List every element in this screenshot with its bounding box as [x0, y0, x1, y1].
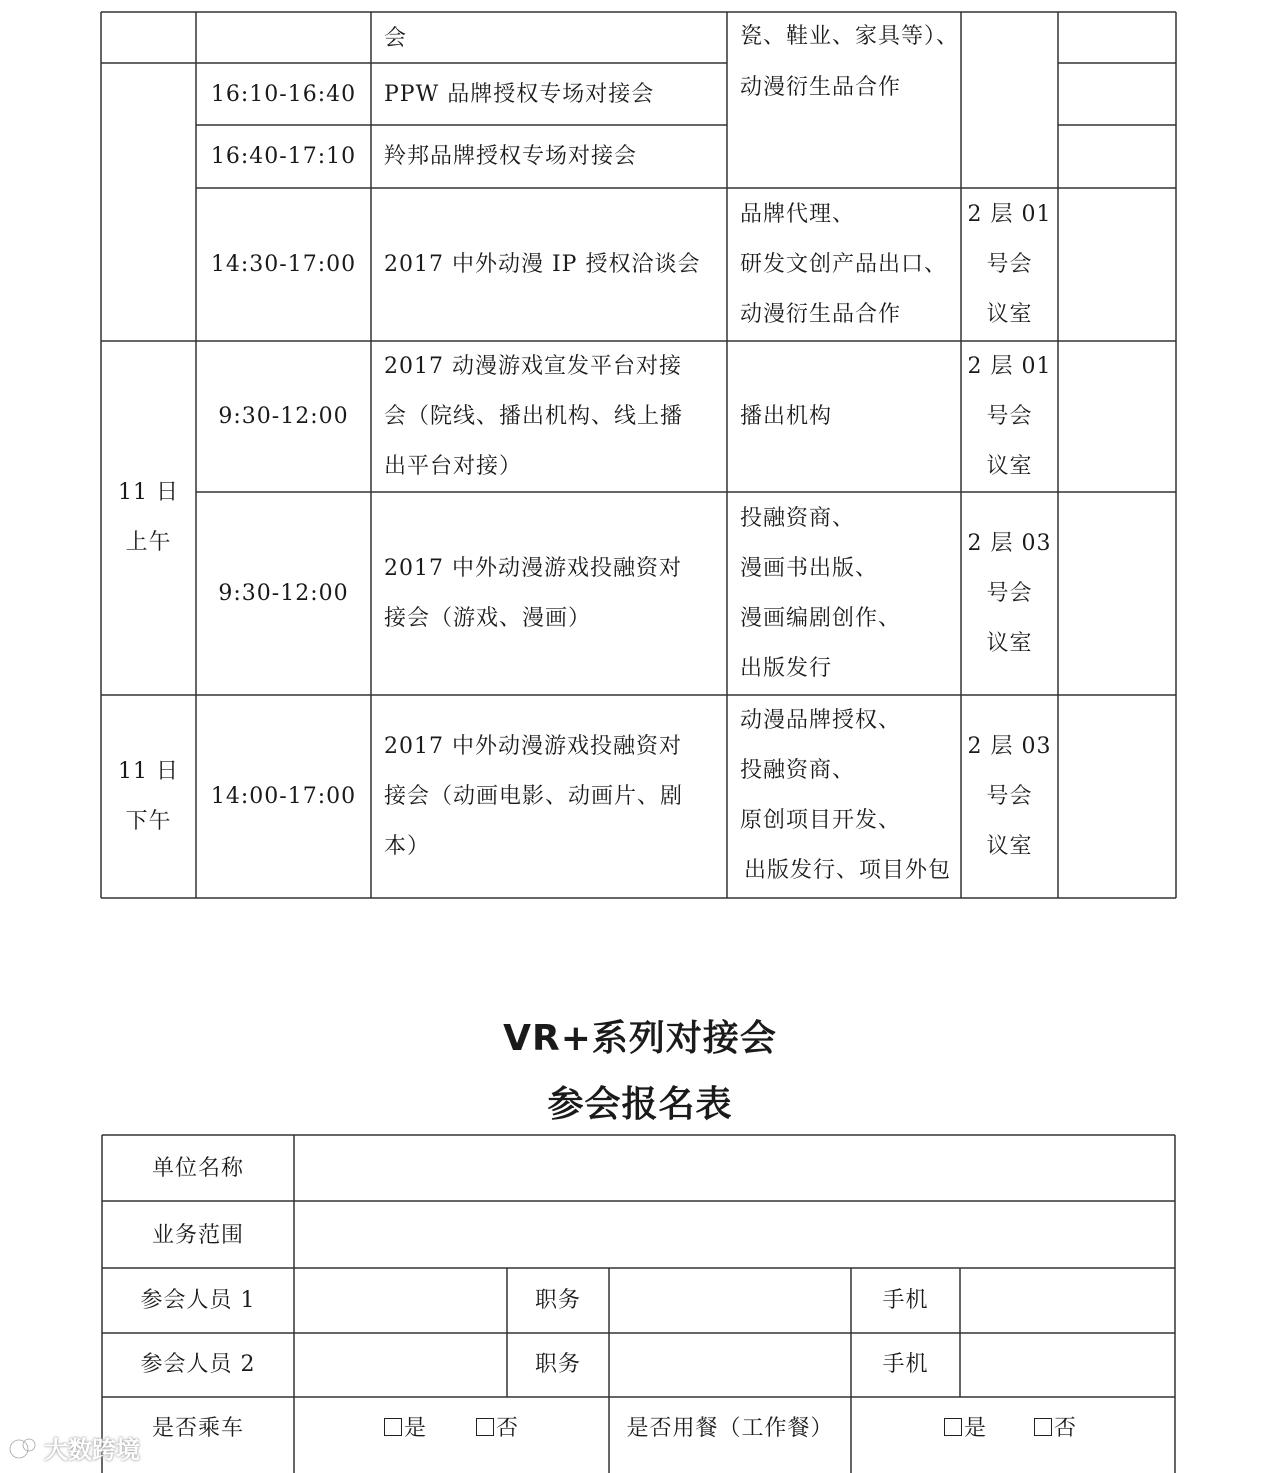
topic-line: 2017 动漫游戏宣发平台对接 — [384, 354, 682, 379]
venue-line: 2 层 03 — [967, 531, 1052, 556]
business-scope-field[interactable] — [296, 1203, 1173, 1266]
industry-line: 原创项目开发、 — [740, 808, 902, 833]
no-label: 否 — [1054, 1416, 1078, 1441]
shuttle-no-option[interactable] — [476, 1404, 519, 1454]
topic-cell-continued: 会 — [384, 26, 408, 51]
checkbox-icon[interactable] — [476, 1418, 494, 1436]
topic-line: 本） — [384, 834, 431, 859]
topic-line: 接会（游戏、漫画） — [384, 606, 592, 631]
shuttle-label: 是否乘车 — [151, 1416, 244, 1441]
time-cell: 16:10-16:40 — [210, 82, 357, 107]
attendee-1-name-field[interactable] — [296, 1270, 505, 1331]
meal-no-option[interactable] — [1034, 1404, 1077, 1454]
yes-label: 是 — [404, 1416, 428, 1441]
industry-line: 动漫衍生品合作 — [740, 302, 902, 327]
industry-line: 投融资商、 — [740, 506, 856, 531]
unit-name-label: 单位名称 — [151, 1156, 244, 1181]
venue-line: 号会 — [986, 581, 1033, 606]
attendee-2-phone-field[interactable] — [962, 1335, 1173, 1395]
meal-yes-option[interactable] — [944, 1404, 987, 1454]
topic-cell: PPW 品牌授权专场对接会 — [384, 82, 655, 107]
venue-line: 议室 — [986, 454, 1033, 479]
watermark — [8, 1430, 140, 1465]
time-cell: 14:30-17:00 — [210, 252, 357, 277]
meal-label: 是否用餐（工作餐） — [626, 1416, 834, 1441]
position-label: 职务 — [534, 1352, 581, 1377]
watermark-text: 大数跨境 — [44, 1436, 140, 1464]
time-cell: 9:30-12:00 — [218, 581, 349, 606]
industry-cell-continued: 瓷、鞋业、家具等）、 — [740, 24, 960, 49]
venue-line: 议室 — [986, 302, 1033, 327]
attendee-2-position-field[interactable] — [611, 1335, 849, 1395]
venue-line: 号会 — [986, 252, 1033, 277]
date-label: 11 日 — [118, 759, 179, 784]
checkbox-icon[interactable] — [944, 1418, 962, 1436]
unit-name-field[interactable] — [296, 1137, 1173, 1199]
topic-line: 2017 中外动漫游戏投融资对 — [384, 556, 682, 581]
form-title: VR+系列对接会 — [503, 1018, 777, 1059]
venue-line: 议室 — [986, 631, 1033, 656]
industry-cell-tail: 动漫衍生品合作 — [740, 75, 902, 100]
industry-line: 品牌代理、 — [740, 202, 856, 227]
industry-line: 动漫品牌授权、 — [740, 708, 902, 733]
shuttle-yes-option[interactable] — [384, 1404, 427, 1454]
venue-line: 2 层 03 — [967, 734, 1052, 759]
topic-line: 会（院线、播出机构、线上播 — [384, 404, 684, 429]
time-cell: 9:30-12:00 — [218, 404, 349, 429]
attendee-2-name-field[interactable] — [296, 1335, 505, 1395]
checkbox-icon[interactable] — [384, 1418, 402, 1436]
industry-line: 投融资商、 — [740, 758, 856, 783]
topic-line: 出平台对接） — [384, 454, 523, 479]
venue-line: 2 层 01 — [967, 354, 1052, 379]
business-scope-label: 业务范围 — [151, 1223, 244, 1248]
industry-line: 出版发行 — [740, 656, 833, 681]
date-label: 11 日 — [118, 480, 179, 505]
phone-label: 手机 — [882, 1352, 929, 1377]
time-cell: 14:00-17:00 — [210, 784, 357, 809]
watermark-logo-icon — [8, 1436, 38, 1462]
topic-cell: 羚邦品牌授权专场对接会 — [384, 144, 638, 169]
venue-line: 议室 — [986, 834, 1033, 859]
attendee-2-label: 参会人员 2 — [140, 1352, 256, 1377]
topic-cell: 2017 中外动漫 IP 授权洽谈会 — [384, 252, 701, 277]
time-cell: 16:40-17:10 — [210, 144, 357, 169]
date-label: 上午 — [125, 530, 172, 555]
topic-line: 接会（动画电影、动画片、剧 — [384, 784, 684, 809]
industry-line: 漫画书出版、 — [740, 556, 879, 581]
position-label: 职务 — [534, 1288, 581, 1313]
phone-label: 手机 — [882, 1288, 929, 1313]
no-label: 否 — [496, 1416, 520, 1441]
checkbox-icon[interactable] — [1034, 1418, 1052, 1436]
form-subtitle: 参会报名表 — [547, 1084, 733, 1125]
venue-line: 号会 — [986, 784, 1033, 809]
industry-line: 研发文创产品出口、 — [740, 252, 948, 277]
industry-line: 出版发行、项目外包 — [744, 858, 952, 883]
industry-line: 漫画编剧创作、 — [740, 606, 902, 631]
attendee-1-phone-field[interactable] — [962, 1270, 1173, 1331]
attendee-1-label: 参会人员 1 — [140, 1288, 256, 1313]
attendee-1-position-field[interactable] — [611, 1270, 849, 1331]
venue-line: 号会 — [986, 404, 1033, 429]
venue-line: 2 层 01 — [967, 202, 1052, 227]
industry-line: 播出机构 — [740, 404, 833, 429]
yes-label: 是 — [964, 1416, 988, 1441]
date-label: 下午 — [125, 809, 172, 834]
topic-line: 2017 中外动漫游戏投融资对 — [384, 734, 682, 759]
